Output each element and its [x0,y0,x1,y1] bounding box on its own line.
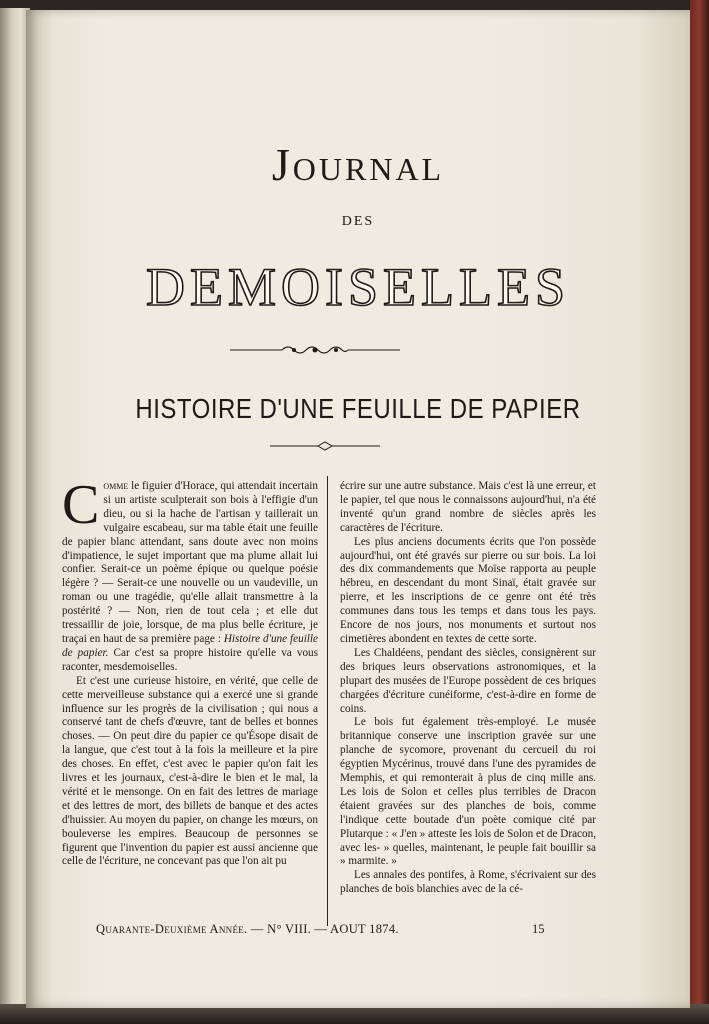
right-paragraph-2: Les plus anciens documents écrits que l'on possède aujourd'hui, ont été gravés sur pierre ou sur bois. La loi des dix commandements que Moïse rapporta au peuple hébreu, en descendant du mont Sinaï, était gravée sur pierre, et les inscriptions de ce genre ont été très communes dans tous les temps et dans tous les pays. Encore de nos jours, nos monuments et surtout nos cimetières abondent en textes de cette sorte. [340,535,596,645]
left-paragraph-1-text: le figuier d'Horace, qui attendait incertain si un artiste sculpterait son bois à l'effigie d'un dieu, ou si la hache de l'artisan y taillerait un vulgaire escabeau, sur ma table était une feuille de papier blanc attendant, sans doute avec non moins d'impatience, le sujet important que ma plume allait lui confier. Serait-ce un poème épique ou quelque poésie légère ? — Serait-ce une nouvelle ou un vaudeville, un roman ou une tragédie, qu'elle allait transmettre à la postérité ? — Non, rien de tout cela ; et elle dut tressaillir de joie, lorsque, de ma plus belle écriture, je traçai en haut de sa première page : [62,480,318,645]
left-paragraph-2: Et c'est une curieuse histoire, en vérité, que celle de cette merveilleuse substance qui a exercé une si grande influence sur les progrès de la civilisation ; qui nous a conservé tant de chefs d'œuvre, tant de belles et bonnes choses. — On peut dire du papier ce qu'Ésope disait de la langue, que c'est tout à la fois la meilleure et la pire des choses. En effet, c'est avec le papier qu'on fait les livres et les journaux, c'est-à-dire le bien et le mal, la vérité et le mensonge. On en fait des lettres de mariage et des lettres de mort, des billets de banque et des actes d'huissier. Au moyen du papier, on change les mœurs, on bouleverse les empires. Beaucoup de personnes se figurent que l'invention du papier est aussi ancienne que celle de l'écriture, ne concevant pas que l'on ait pu [62,674,318,868]
journal-page [26,10,690,1008]
drop-cap-rest: omme [103,480,129,492]
left-paragraph-1 [62,474,318,675]
ornament-divider-top [230,340,400,360]
drop-cap: C [62,474,100,536]
page-number: 15 [532,922,545,936]
masthead-journal: Journal [271,139,445,190]
masthead-demoiselles: DEMOISELLES [146,257,570,317]
ornament-divider-bottom [270,440,380,452]
right-paragraph-4: Le bois fut également très-employé. Le musée britannique conserve une inscription gravée sur une planche de sycomore, provenant du cercueil du roi égyptien Mycérinus, trouvé dans l'une des pyramides de Memphis, et qui remonterait à plus de cinq mille ans. Les lois de Solon et celles plus terribles de Dracon étaient gravées sur des planches de bois, comme l'indique cette boutade d'un poète comique cité par Plutarque : « J'en » atteste les lois de Solon et de Dracon, avec les- » quelles, maintenant, le peuple fait bouillir sa » marmite. » [340,716,596,868]
column-rule [327,476,328,926]
right-paragraph-3: Les Chaldéens, pendant des siècles, consignèrent sur des briques leurs observations astronomiques, et la plupart des musées de l'Europe possèdent de ces briques chargées d'écriture cunéiforme, c'est-à-dire en forme de coins. [340,646,596,715]
left-paragraph-1-end: Car c'est sa propre histoire qu'elle va vous raconter, mesdemoiselles. [62,646,318,673]
book-spine-edge [690,0,709,1024]
left-text-column [62,474,318,869]
page-footer [96,922,576,937]
article-title: HISTOIRE D'UNE FEUILLE DE PAPIER [135,393,581,425]
footer-journal-info: Quarante-Deuxième Année. — N° VIII. — AOUT 1874. [96,922,399,936]
left-paragraph-1-italic: Histoire d'une feuille de papier. [62,632,318,659]
right-paragraph-5: Les annales des pontifes, à Rome, s'écrivaient sur des planches de bois blanchies avec de la cé- [340,869,596,896]
right-paragraph-1: écrire sur une autre substance. Mais c'est là une erreur, et le papier, tel que nous le connaissons aujourd'hui, n'a été inventé qu'un grand nombre de siècles après les caractères de l'écriture. [340,480,596,534]
right-text-column [340,480,596,897]
masthead-des: DES [341,214,375,229]
